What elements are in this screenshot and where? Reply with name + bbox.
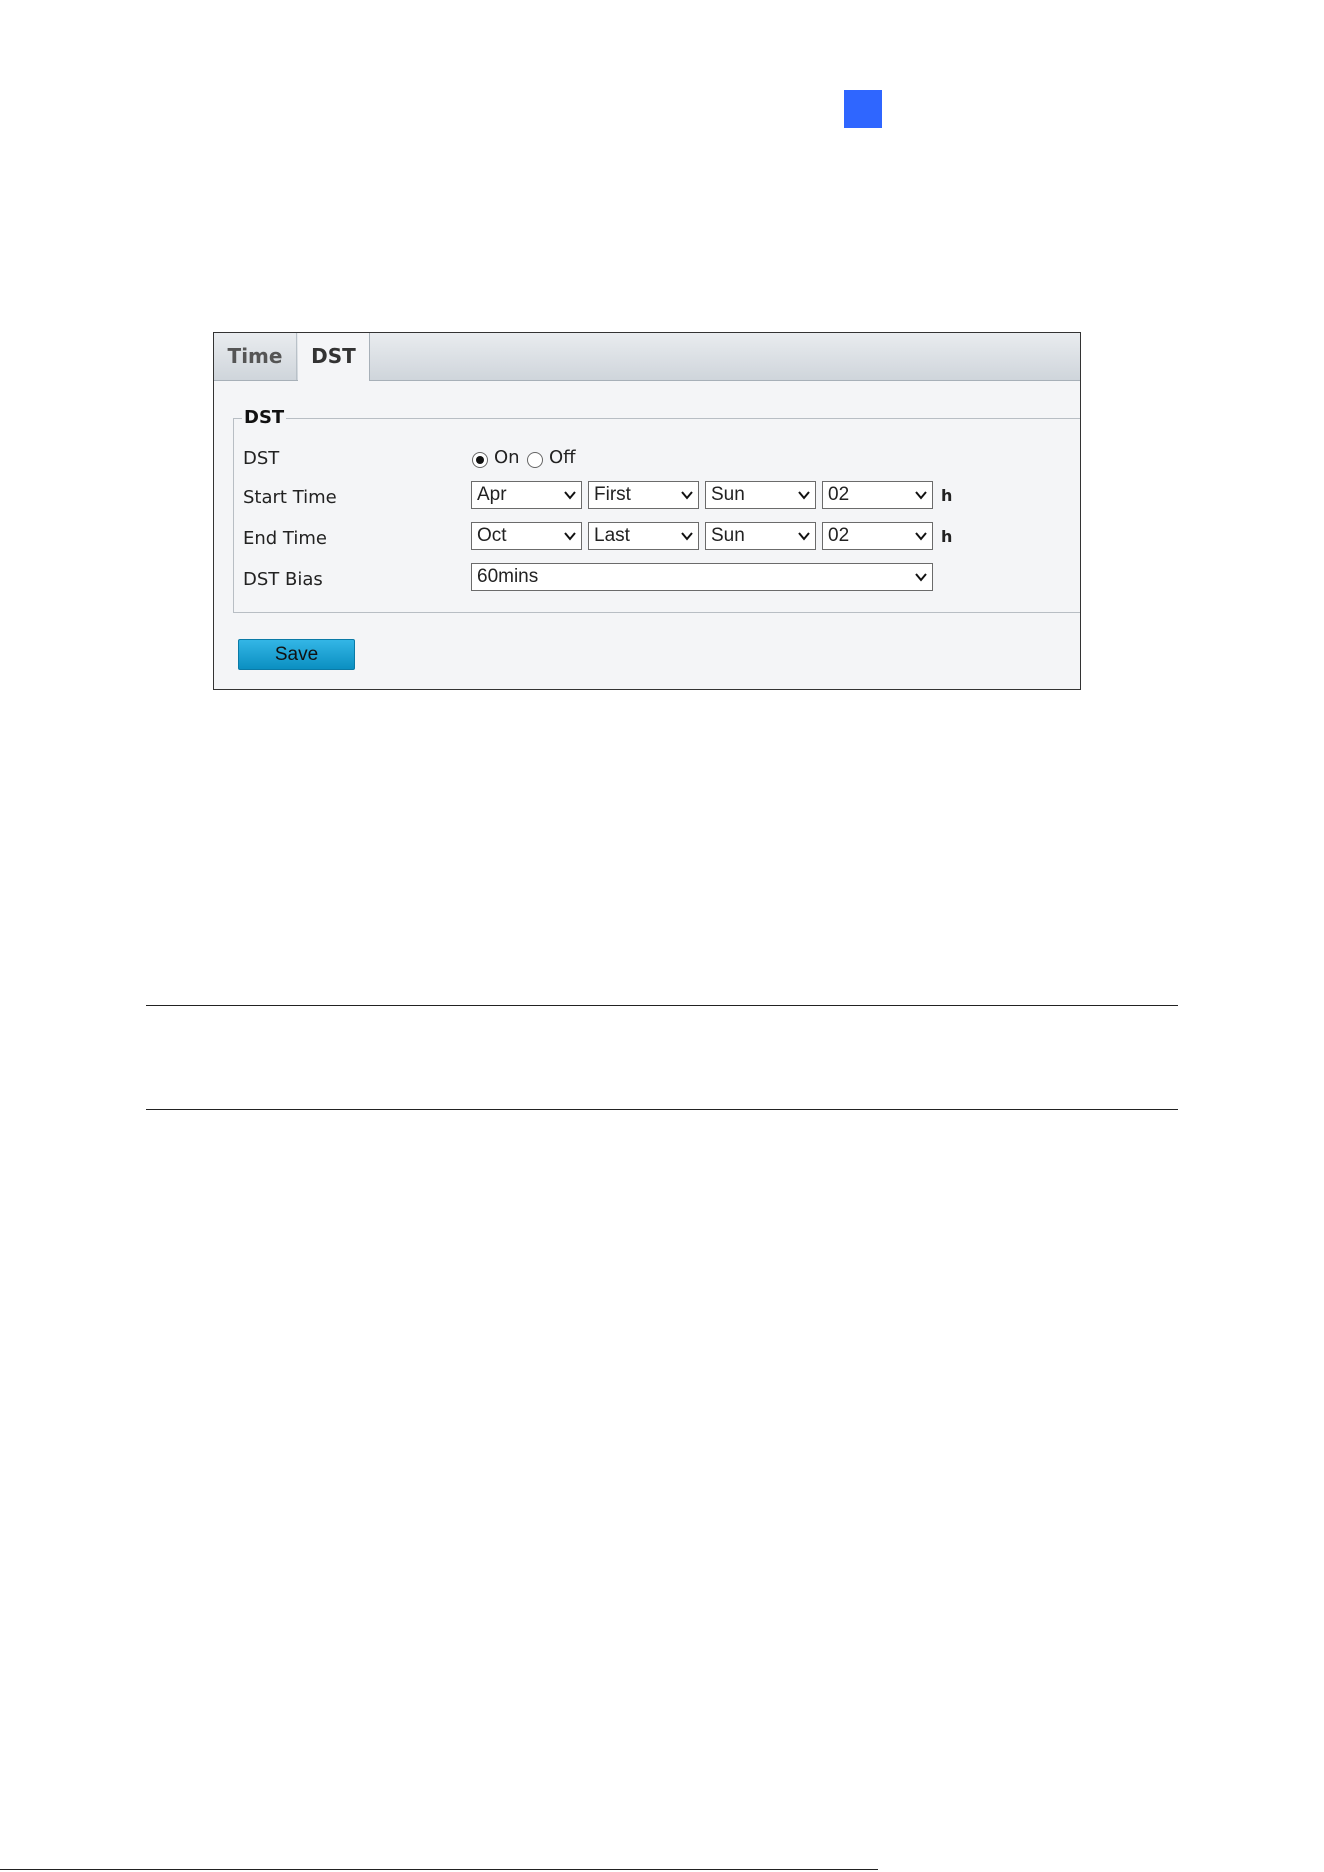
dst-label: DST <box>243 448 280 469</box>
end-week-select[interactable] <box>588 522 699 550</box>
chevron-down-icon <box>564 530 576 542</box>
start-hour-value: 02 <box>828 484 850 505</box>
end-day-select[interactable] <box>705 522 816 550</box>
end-hour-value: 02 <box>828 525 850 546</box>
end-month-select[interactable] <box>471 522 582 550</box>
start-week-value: First <box>594 484 631 505</box>
start-day-select[interactable] <box>705 481 816 509</box>
start-day-value: Sun <box>711 484 745 505</box>
chevron-down-icon <box>915 530 927 542</box>
footer-divider <box>0 1869 878 1870</box>
divider-bottom <box>146 1109 1178 1110</box>
chevron-down-icon <box>798 489 810 501</box>
fieldset-legend: DST <box>244 407 285 428</box>
dst-settings-panel <box>213 332 1081 690</box>
save-button[interactable]: Save <box>238 639 355 670</box>
start-month-value: Apr <box>477 484 507 505</box>
chevron-down-icon <box>681 489 693 501</box>
start-time-label: Start Time <box>243 487 337 508</box>
tab-time[interactable]: Time <box>214 333 297 380</box>
tab-dst[interactable]: DST <box>298 333 370 381</box>
chevron-down-icon <box>915 489 927 501</box>
end-hour-select[interactable] <box>822 522 933 550</box>
chevron-down-icon <box>798 530 810 542</box>
end-hour-unit: h <box>941 527 953 546</box>
end-day-value: Sun <box>711 525 745 546</box>
dst-bias-label: DST Bias <box>243 569 323 590</box>
end-month-value: Oct <box>477 525 507 546</box>
end-week-value: Last <box>594 525 630 546</box>
start-hour-unit: h <box>941 486 953 505</box>
blue-marker-square <box>844 90 882 128</box>
chevron-down-icon <box>681 530 693 542</box>
dst-bias-select[interactable] <box>471 563 933 591</box>
start-month-select[interactable] <box>471 481 582 509</box>
dst-off-label[interactable]: Off <box>549 447 576 468</box>
divider-top <box>146 1005 1178 1006</box>
tab-bar <box>214 333 1080 381</box>
start-hour-select[interactable] <box>822 481 933 509</box>
start-week-select[interactable] <box>588 481 699 509</box>
chevron-down-icon <box>915 571 927 583</box>
dst-on-label[interactable]: On <box>494 447 520 468</box>
end-time-label: End Time <box>243 528 327 549</box>
chevron-down-icon <box>564 489 576 501</box>
dst-on-radio[interactable] <box>472 452 488 468</box>
dst-off-radio[interactable] <box>527 452 543 468</box>
dst-bias-value: 60mins <box>477 566 539 587</box>
